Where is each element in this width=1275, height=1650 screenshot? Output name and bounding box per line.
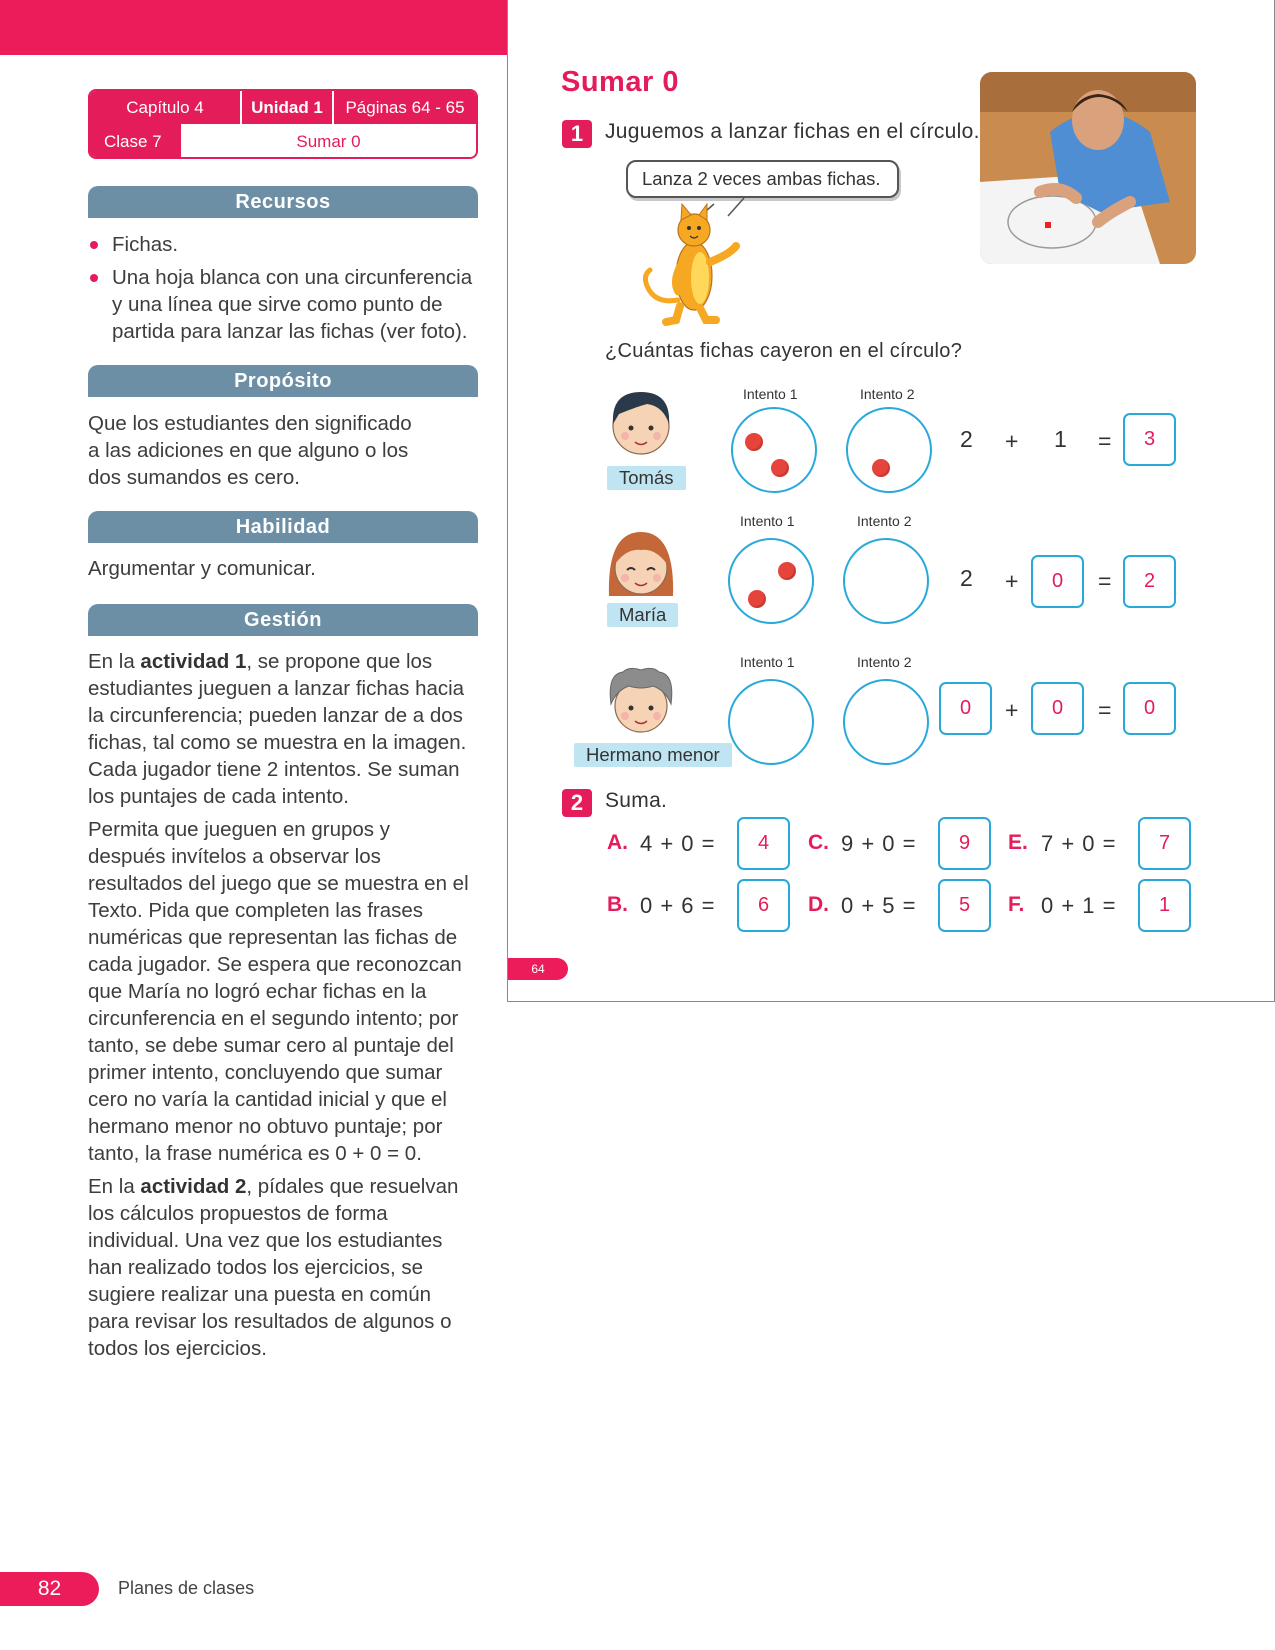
exercise-letter: F.	[1008, 893, 1025, 916]
result-box[interactable]: 2	[1123, 555, 1176, 608]
exercise-letter: B.	[607, 893, 628, 916]
plus-sign: +	[1005, 697, 1019, 723]
exercise-letter: C.	[808, 831, 829, 854]
classroom-photo	[980, 72, 1196, 264]
plus-sign: +	[1005, 568, 1019, 594]
chip	[745, 433, 763, 451]
chip	[771, 459, 789, 477]
target-circle	[846, 407, 932, 493]
player-name: Tomás	[607, 466, 686, 490]
intento-1-label: Intento 1	[740, 513, 795, 529]
addend-b: 1	[1054, 426, 1067, 452]
result-box[interactable]: 3	[1123, 413, 1176, 466]
exercise-answer-box[interactable]: 1	[1138, 879, 1191, 932]
player-name: María	[607, 603, 678, 627]
exercise-expression: 0 + 5 =	[841, 893, 917, 918]
chip	[748, 590, 766, 608]
recursos-list	[88, 231, 480, 345]
gestion-section	[88, 648, 473, 1368]
plus-sign: +	[1005, 428, 1019, 454]
recursos-item: Una hoja blanca con una circunferencia y una línea que sirve como punto de partida para lanzar las fichas (ver foto).	[88, 264, 480, 345]
hermano-menor-avatar-icon	[603, 664, 679, 740]
activity-1-badge: 1	[562, 120, 592, 148]
addend-a: 2	[960, 565, 973, 591]
intento-2-label: Intento 2	[857, 654, 912, 670]
target-circle	[843, 679, 929, 765]
proposito-text: Que los estudiantes den significado a las adiciones en que alguno o los dos sumandos es cero.	[88, 412, 412, 489]
speech-bubble: Lanza 2 veces ambas fichas.	[626, 160, 899, 198]
exercise-expression: 0 + 1 =	[1041, 893, 1117, 918]
chip	[778, 562, 796, 580]
target-circle	[728, 538, 814, 624]
exercise-expression: 4 + 0 =	[640, 831, 716, 856]
addend-box[interactable]: 0	[939, 682, 992, 735]
exercise-letter: A.	[607, 831, 628, 854]
addend-a: 2	[960, 426, 973, 452]
gestion-header: Gestión	[88, 604, 478, 636]
chapter-label: Capítulo 4	[126, 97, 204, 117]
exercise-expression: 7 + 0 =	[1041, 831, 1117, 856]
lesson-info-table	[88, 89, 478, 159]
player-name: Hermano menor	[574, 743, 732, 767]
intento-1-label: Intento 1	[743, 386, 798, 402]
activity-2-instruction: Suma.	[605, 789, 668, 812]
target-circle	[843, 538, 929, 624]
exercise-expression: 0 + 6 =	[640, 893, 716, 918]
activity-2-badge: 2	[562, 789, 592, 817]
exercise-answer-box[interactable]: 6	[737, 879, 790, 932]
chip	[872, 459, 890, 477]
unit-label: Unidad 1	[240, 91, 334, 124]
habilidad-header: Habilidad	[88, 511, 478, 543]
exercise-expression: 9 + 0 =	[841, 831, 917, 856]
pages-label: Páginas 64 - 65	[345, 97, 465, 117]
book-title: Sumar 0	[561, 66, 679, 98]
textbook-page	[507, 0, 1275, 1002]
recursos-section	[88, 231, 480, 351]
recursos-item: Fichas.	[88, 231, 480, 258]
gestion-paragraph-1: En la actividad 1, se propone que los estudiantes jueguen a lanzar fichas hacia la circunferencia; pueden lanzar de a dos fichas, tal como se muestra en la imagen. Cada jugador tiene 2 intentos. Se suman los puntajes de cada intento.	[88, 650, 467, 808]
addend-box[interactable]: 0	[1031, 555, 1084, 608]
cat-mascot-icon	[636, 196, 756, 326]
habilidad-text: Argumentar y comunicar.	[88, 557, 316, 580]
equals-sign: =	[1098, 428, 1112, 454]
exercise-answer-box[interactable]: 9	[938, 817, 991, 870]
result-box[interactable]: 0	[1123, 682, 1176, 735]
maria-avatar-icon	[603, 526, 679, 602]
activity-1-question: ¿Cuántas fichas cayeron en el círculo?	[605, 340, 963, 362]
gestion-paragraph-3: En la actividad 2, pídales que resuelvan los cálculos propuestos de forma individual. Una vez que los estudiantes han realizado todos los ejercicios, se sugiere realizar una puesta en común para revisar los resultados de algunos o todos los ejercicios.	[88, 1175, 459, 1360]
topic-label: Sumar 0	[296, 131, 361, 151]
proposito-header: Propósito	[88, 365, 478, 397]
page-number: 82	[0, 1572, 99, 1606]
exercise-letter: E.	[1008, 831, 1028, 854]
intento-2-label: Intento 2	[860, 386, 915, 402]
addend-box[interactable]: 0	[1031, 682, 1084, 735]
intento-2-label: Intento 2	[857, 513, 912, 529]
recursos-header: Recursos	[88, 186, 478, 218]
equals-sign: =	[1098, 697, 1112, 723]
book-page-number: 64	[508, 958, 568, 980]
equals-sign: =	[1098, 568, 1112, 594]
header-bar	[0, 0, 508, 55]
class-label: Clase 7	[90, 124, 181, 159]
tomas-avatar-icon	[603, 384, 679, 460]
target-circle	[731, 407, 817, 493]
intento-1-label: Intento 1	[740, 654, 795, 670]
exercise-answer-box[interactable]: 5	[938, 879, 991, 932]
exercise-answer-box[interactable]: 7	[1138, 817, 1191, 870]
gestion-paragraph-2: Permita que jueguen en grupos y después invítelos a observar los resultados del juego que se muestra en el Texto. Pida que completen las frases numéricas que representan las fichas de cada jugador. Se espera que reconozcan que María no logró echar fichas en la circunferencia en el segundo intento; por tanto, se debe sumar cero al puntaje del primer intento, concluyendo que sumar cero no varía la cantidad inicial y que el hermano menor no obtuvo puntaje; por tanto, la frase numérica es 0 + 0 = 0.	[88, 818, 469, 1165]
activity-1-instruction: Juguemos a lanzar fichas en el círculo.	[605, 120, 980, 143]
footer-label: Planes de clases	[118, 1578, 255, 1598]
target-circle	[728, 679, 814, 765]
exercise-answer-box[interactable]: 4	[737, 817, 790, 870]
exercise-letter: D.	[808, 893, 829, 916]
